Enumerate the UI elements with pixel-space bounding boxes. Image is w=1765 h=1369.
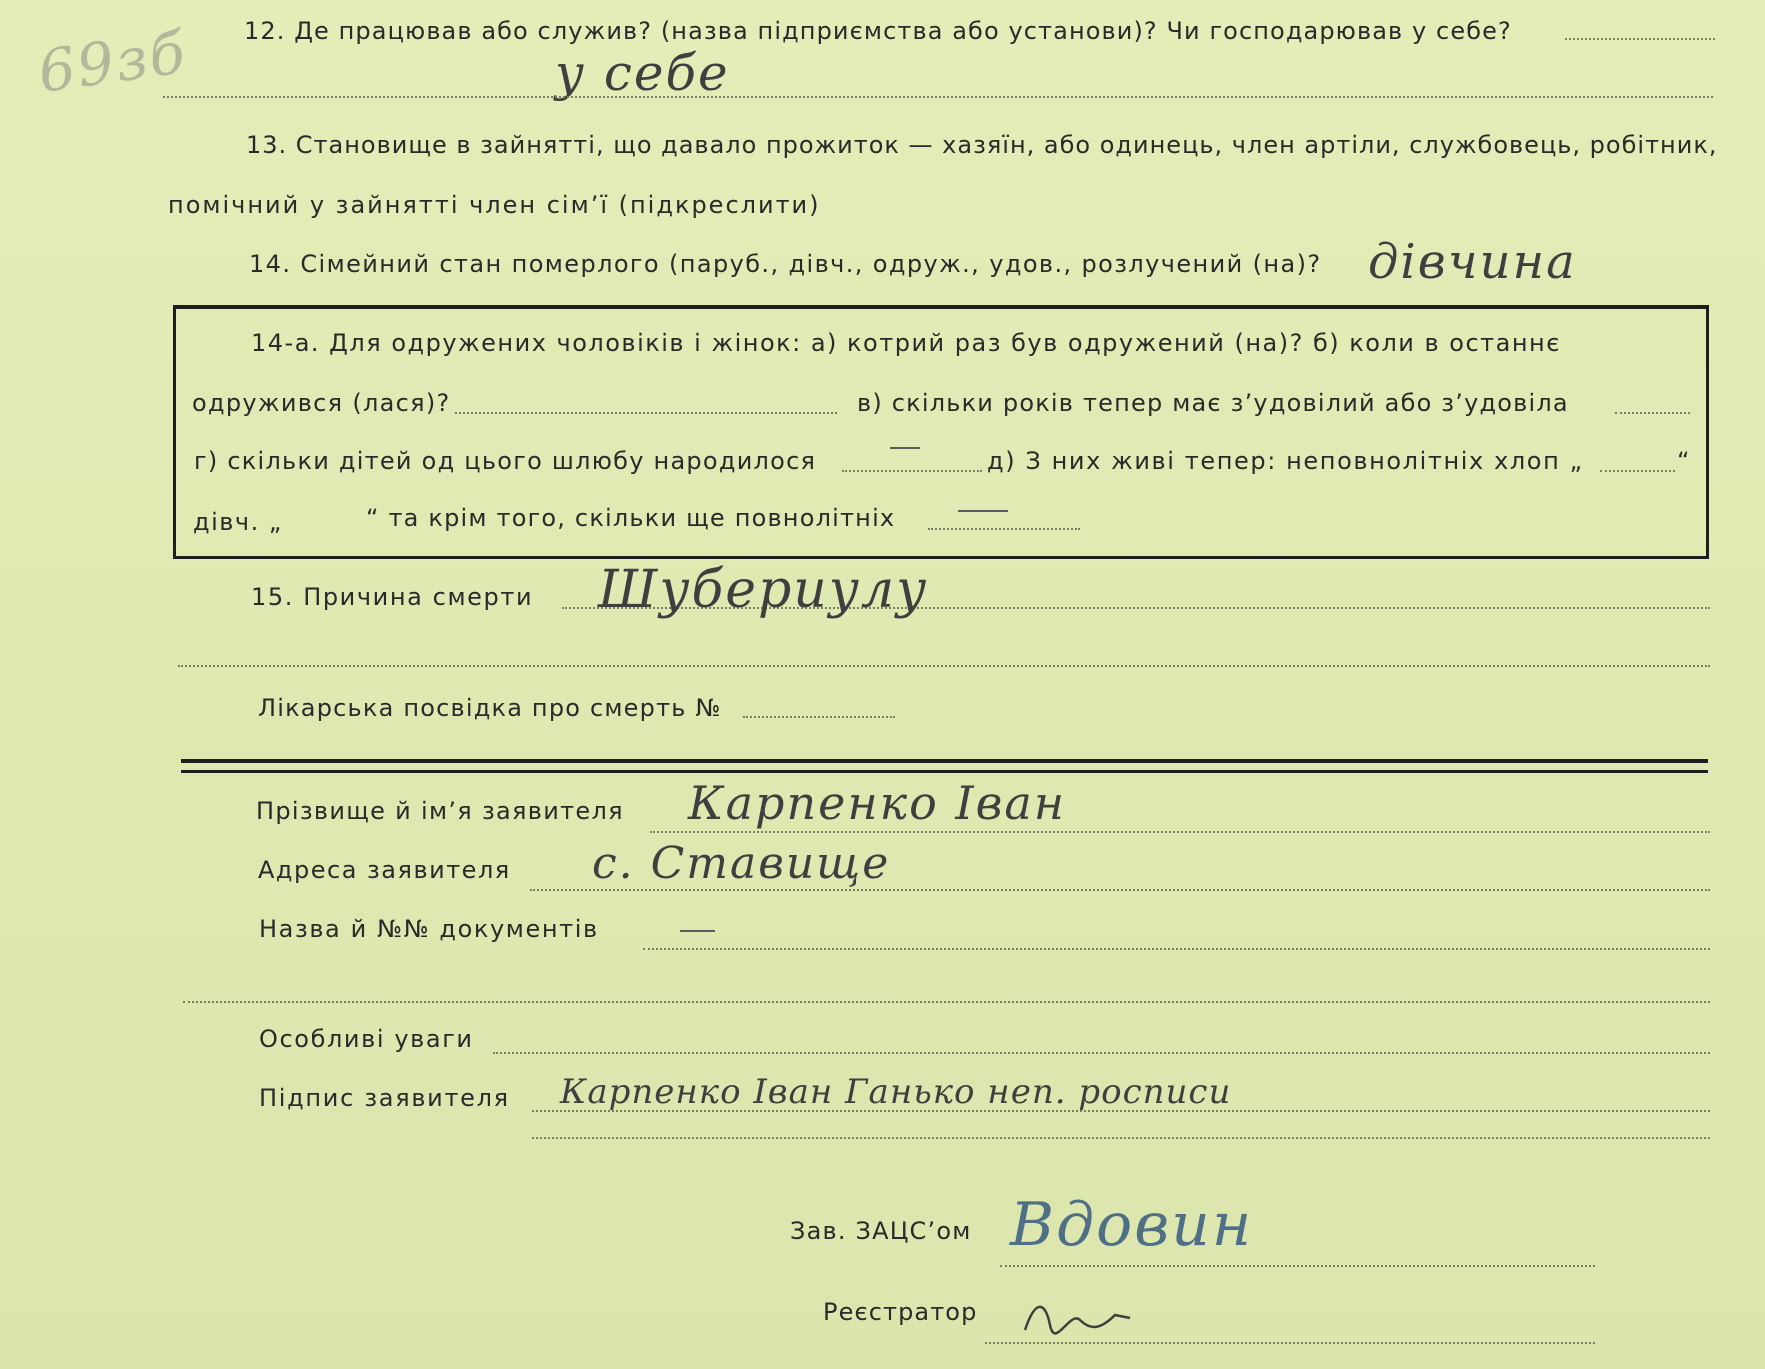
q14a-line2b: в) скільки років тепер має з’удовілий або з’удовіла <box>857 389 1569 417</box>
q14a-line3b: д) З них живі тепер: неповнолітніх хлоп „ <box>987 447 1584 475</box>
registrar-signature[interactable] <box>1020 1290 1150 1340</box>
q14a-children-dash[interactable] <box>890 447 920 449</box>
q14a-line3-field <box>842 470 982 472</box>
documents-label: Назва й №№ документів <box>259 915 599 943</box>
head-field <box>1000 1265 1595 1267</box>
separator-rule-1 <box>181 759 1708 763</box>
q14a-line2-field <box>455 412 837 414</box>
applicant-name-value[interactable]: Карпенко Іван <box>688 776 1067 830</box>
q13-line2: помічний у зайнятті член сім’ї (підкреслити) <box>168 191 821 219</box>
separator-rule-2 <box>181 770 1708 773</box>
q14a-line3c: “ <box>1677 447 1691 475</box>
q15-line-2 <box>178 665 1710 667</box>
q14a-line4b: “ та крім того, скільки ще повнолітніх <box>366 504 896 532</box>
q14a-adults-dash[interactable] <box>958 510 1008 512</box>
q14-answer[interactable]: дівчина <box>1368 234 1577 290</box>
signature-value[interactable]: Карпенко Іван Ганько неп. росписи <box>560 1072 1232 1112</box>
q13-line1: 13. Становище в зайнятті, що давало прожиток — хазяїн, або одинець, член артіли, службовець, робітник, <box>246 131 1718 159</box>
applicant-address-value[interactable]: с. Ставище <box>592 838 891 889</box>
medical-cert-field <box>743 716 895 718</box>
signature-line-2 <box>532 1137 1710 1139</box>
q14a-line1: 14-а. Для одружених чоловіків і жінок: а) котрий раз був одружений (на)? б) коли в останнє <box>251 329 1561 357</box>
q15-label: 15. Причина смерти <box>251 583 534 611</box>
documents-line-2 <box>183 1001 1710 1003</box>
q14a-line4a: дівч. „ <box>193 508 283 536</box>
q14a-line2-end <box>1615 412 1690 414</box>
registrar-label: Реєстратор <box>823 1298 978 1326</box>
margin-note: 69зб <box>33 17 191 107</box>
q12-line-2 <box>163 96 1713 98</box>
q12-answer[interactable]: у себе <box>555 44 730 102</box>
q14a-line4-field <box>928 528 1080 530</box>
signature-label: Підпис заявителя <box>259 1084 510 1112</box>
q14a-line3a: г) скільки дітей од цього шлюбу народилося <box>194 447 817 475</box>
head-signature[interactable]: Вдовин <box>1010 1190 1254 1260</box>
applicant-name-label: Прізвище й ім’я заявителя <box>256 797 624 825</box>
documents-field <box>643 948 1710 950</box>
applicant-name-field <box>650 831 1710 833</box>
medical-cert-label: Лікарська посвідка про смерть № <box>258 694 722 722</box>
q12-line-1 <box>1565 38 1715 40</box>
documents-dash[interactable] <box>680 930 715 932</box>
q14-label: 14. Сімейний стан померлого (паруб., дівч., одруж., удов., розлучений (на)? <box>249 250 1322 278</box>
registrar-field <box>985 1342 1595 1344</box>
notes-label: Особливі уваги <box>259 1025 474 1053</box>
q14a-line2a: одружився (лася)? <box>192 389 451 417</box>
q12-label: 12. Де працював або служив? (назва підприємства або установи)? Чи господарював у себе? <box>244 17 1512 45</box>
notes-field <box>493 1052 1710 1054</box>
applicant-address-field <box>530 889 1710 891</box>
q14a-line3-boys <box>1600 470 1675 472</box>
applicant-address-label: Адреса заявителя <box>258 856 511 884</box>
q15-answer[interactable]: Шубериулу <box>598 560 929 620</box>
head-label: Зав. ЗАЦС’ом <box>790 1217 972 1245</box>
